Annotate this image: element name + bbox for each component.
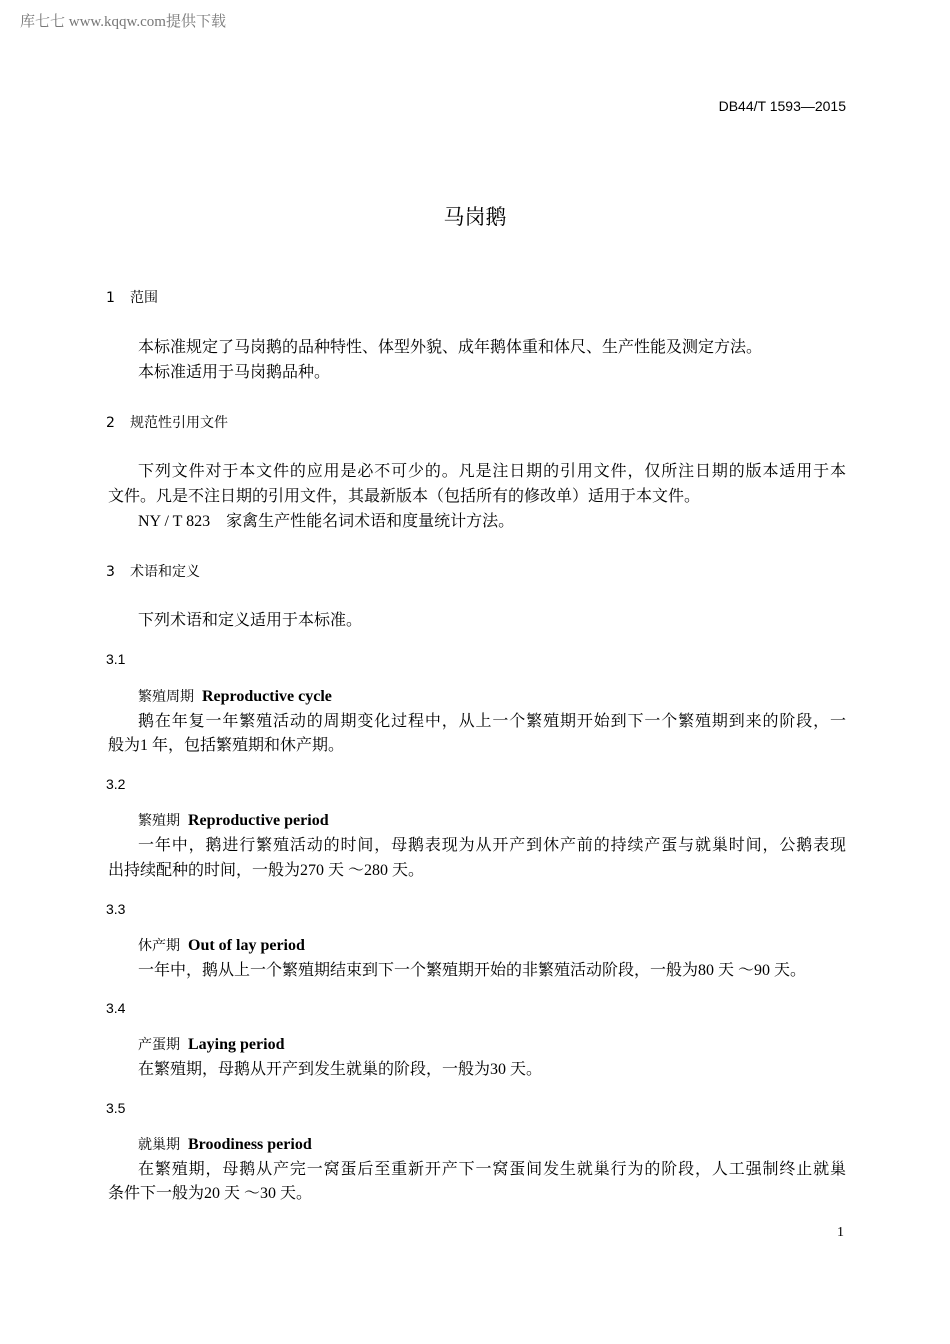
term-number: 3.4 [106,1000,126,1016]
paragraph-line: 一年中，鹅从上一个繁殖期结束到下一个繁殖期开始的非繁殖活动阶段，一般为80 天 ～90 天。 [138,962,807,979]
term-number: 3.2 [106,776,126,792]
term-heading [138,811,329,831]
term-en: Reproductive cycle [202,688,332,705]
paragraph-line: 本标准规定了马岗鹅的品种特性、体型外貌、成年鹅体重和体尺、生产性能及测定方法。 [138,339,763,356]
term-heading [138,1035,284,1055]
paragraph-line: 条件下一般为20 天 ～30 天。 [108,1185,313,1202]
term-number: 3.3 [106,901,126,917]
section-number: 2 [106,415,115,431]
section-heading-3 [106,562,200,582]
section-title: 规范性引用文件 [130,415,228,431]
section-number: 3 [106,564,115,580]
term-en: Laying period [188,1036,285,1053]
paragraph-line: 文件。凡是不注日期的引用文件，其最新版本（包括所有的修改单）适用于本文件。 [108,488,701,505]
section-heading-1 [106,288,158,308]
paragraph-line: 出持续配种的时间，一般为270 天 ～280 天。 [108,862,425,879]
term-cn: 产蛋期 [138,1037,180,1053]
paragraph-line: 般为1 年，包括繁殖期和休产期。 [108,737,345,754]
term-en: Out of lay period [188,937,305,954]
term-cn: 休产期 [138,938,180,954]
paragraph-line: 下列文件对于本文件的应用是必不可少的。凡是注日期的引用文件，仅所注日期的版本适用于本 [138,463,846,480]
section-heading-2 [106,413,228,433]
paragraph-line: 在繁殖期，母鹅从产完一窝蛋后至重新开产下一窝蛋间发生就巢行为的阶段，人工强制终止就巢 [138,1161,846,1178]
section-number: 1 [106,290,115,306]
term-heading [138,687,332,707]
paragraph-line: 鹅在年复一年繁殖活动的周期变化过程中，从上一个繁殖期开始到下一个繁殖期到来的阶段，一 [138,713,846,730]
term-en: Broodiness period [188,1136,312,1153]
paragraph-line: 一年中，鹅进行繁殖活动的时间，母鹅表现为从开产到休产前的持续产蛋与就巢时间，公鹅表现 [138,837,846,854]
page-number: 1 [837,1225,844,1240]
document-title: 马岗鹅 [443,205,507,229]
term-cn: 繁殖期 [138,813,180,829]
paragraph-line: 下列术语和定义适用于本标准。 [138,612,363,629]
section-title: 术语和定义 [130,564,200,580]
term-cn: 繁殖周期 [138,689,194,705]
term-cn: 就巢期 [138,1137,180,1153]
term-heading [138,1135,312,1155]
document-code: DB44/T 1593—2015 [718,98,846,114]
term-heading [138,936,305,956]
term-number: 3.5 [106,1100,126,1116]
paragraph-line: 在繁殖期，母鹅从开产到发生就巢的阶段，一般为30 天。 [138,1061,543,1078]
watermark: 库七七 www.kqqw.com提供下载 [20,14,226,30]
term-number: 3.1 [106,651,126,667]
paragraph-line: 本标准适用于马岗鹅品种。 [138,364,331,381]
reference-item: NY / T 823 家禽生产性能名词术语和度量统计方法。 [138,513,515,530]
section-title: 范围 [130,290,158,306]
term-en: Reproductive period [188,812,329,829]
